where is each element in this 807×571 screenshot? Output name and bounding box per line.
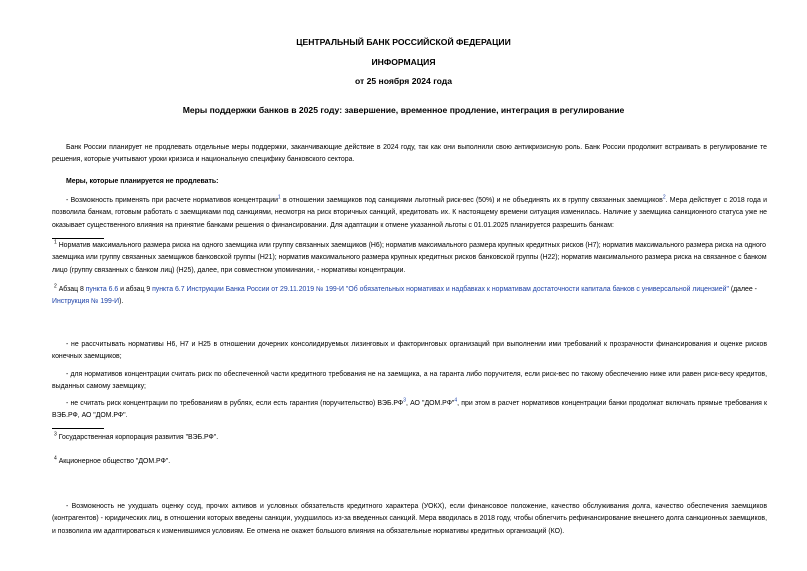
footnote-2 [52, 284, 767, 309]
footnote-ref-3[interactable]: 3 [403, 397, 406, 404]
footnote-4 [52, 456, 767, 468]
footnote-divider-1 [52, 238, 104, 239]
footnote-ref-4[interactable]: 4 [454, 397, 458, 404]
footnote-mark-1: 1 [54, 239, 57, 246]
footnote-mark-2: 2 [54, 283, 57, 290]
sub-measure-3-text-b: , АО "ДОМ.РФ" [405, 400, 455, 407]
measure-1-paragraph [52, 195, 767, 232]
section-heading: Меры, которые планируется не продлевать: [66, 178, 219, 185]
footnote-3-text: Государственная корпорация развития "ВЭБ.РФ". [56, 434, 219, 441]
footnote-1-text: Норматив максимального размера риска на одного заемщика или группу связанных заемщиков (Н6); норматив максимального размера крупных кредитных рисков (Н7); норматив максимального размера риска на одного заемщика или группу связанных заемщиков банковской группы (Н21); норматив максимального размера крупных кредитных рисков банковской группы (Н22); норматив максимального размера риска на связанное с банком лицо (группу связанных с банком лиц) (Н25), далее, при совместном упоминании, - нормативы концентрации. [52, 242, 767, 274]
sub-measure-1: - не рассчитывать нормативы Н6, Н7 и Н25 в отношении дочерних консолидируемых лизинговых и факторинговых организаций при выполнении ими требований к прозрачности финансирования и оценке рисков конечных заемщиков; [52, 341, 767, 361]
sub-measure-3-text-c: , при этом в расчет нормативов концентрации банки продолжат включать прямые требования к ВЭБ.РФ, АО "ДОМ.РФ". [52, 400, 767, 420]
sub-measure-2: - для нормативов концентрации считать риск по обеспеченной части кредитного требования не на заемщика, а на гаранта либо поручителя, если риск-вес по такому обеспечению ниже или равен риск-весу кредитов, выданных самому заемщику; [52, 371, 767, 391]
footnote-mark-4: 4 [54, 455, 57, 462]
footnote-3 [52, 432, 767, 444]
link-punkt-6-6[interactable]: пункта 6.6 [85, 286, 119, 293]
intro-paragraph: Банк России планирует не продлевать отдельные меры поддержки, заканчивающие действие в 2024 году, так как они выполнили свою антикризисную роль. Банк России продолжит встраивать в регулирование те решения, которые учитывают уроки кризиса и национальную специфику банковского сектора. [52, 144, 767, 164]
footnote-2-text-b: и абзац 9 [118, 286, 153, 293]
footnote-2-text-c: (далее - [728, 286, 757, 293]
footnote-ref-2[interactable]: 2 [662, 194, 666, 201]
org-name: ЦЕНТРАЛЬНЫЙ БАНК РОССИЙСКОЙ ФЕДЕРАЦИИ [296, 37, 511, 47]
footnote-1 [52, 240, 767, 277]
link-instruction-199i[interactable]: пункта 6.7 Инструкции Банка России от 29.11.2019 № 199-И "Об обязательных нормативах и надбавках к нормативам достаточности капитала банков с универсальной лицензией" [152, 286, 729, 293]
doc-date: от 25 ноября 2024 года [354, 76, 453, 86]
measure-1-text-b: в отношении заемщиков под санкциями льготный риск-вес (50%) и не объединять их в группу связанных заемщиков [280, 197, 663, 204]
measure-1-text-a: - Возможность применять при расчете нормативов концентрации [66, 197, 278, 204]
footnote-2-text-a: Абзац 8 [56, 286, 86, 293]
measure-2-paragraph: - Возможность не ухудшать оценку ссуд, прочих активов и условных обязательств кредитного характера (УОКХ), если финансовое положение, качество обслуживания долга, качество обеспечения заемщиков (контрагентов) - юридических лиц, в отношении которых введены санкции, ухудшилось из-за введенных санкций. Мера вводилась в 2018 году, чтобы облегчить рефинансирование внешнего долга санкционных заемщиков, и позволила им адаптироваться к изменившимся условиям. Ее отмена не окажет большого влияния на обязательные нормативы кредитных организаций (КО). [52, 503, 767, 535]
footnote-mark-3: 3 [54, 431, 57, 438]
footnote-ref-1[interactable]: 1 [277, 194, 281, 201]
link-instruction-199i-short[interactable]: Инструкция № 199-И [52, 298, 120, 306]
footnote-4-text: Акционерное общество "ДОМ.РФ". [56, 458, 171, 465]
footnote-2-text-d: ). [119, 298, 124, 306]
sub-measure-3 [52, 398, 767, 423]
measure-1-text-c: . Мера действует с 2018 года и позволила банкам, готовым работать с заемщиками под санкциями, несмотря на риск вторичных санкций, кредитовать их. К настоящему времени ситуация изменилась. Наличие у заемщика санкционного статуса уже не оказывает существенного влияния на принятие банками решения о финансировании. Для адаптации к отмене указанной льготы с 01.01.2025 планируется разрешить банкам: [52, 197, 767, 229]
footnote-divider-2 [52, 428, 104, 429]
doc-type: ИНФОРМАЦИЯ [371, 57, 436, 67]
doc-title: Меры поддержки банков в 2025 году: завершение, временное продление, интеграция в регулирование [182, 105, 625, 115]
sub-measure-3-text-a: - не считать риск концентрации по требованиям в рублях, если есть гарантия (поручительство) ВЭБ.РФ [66, 400, 404, 407]
